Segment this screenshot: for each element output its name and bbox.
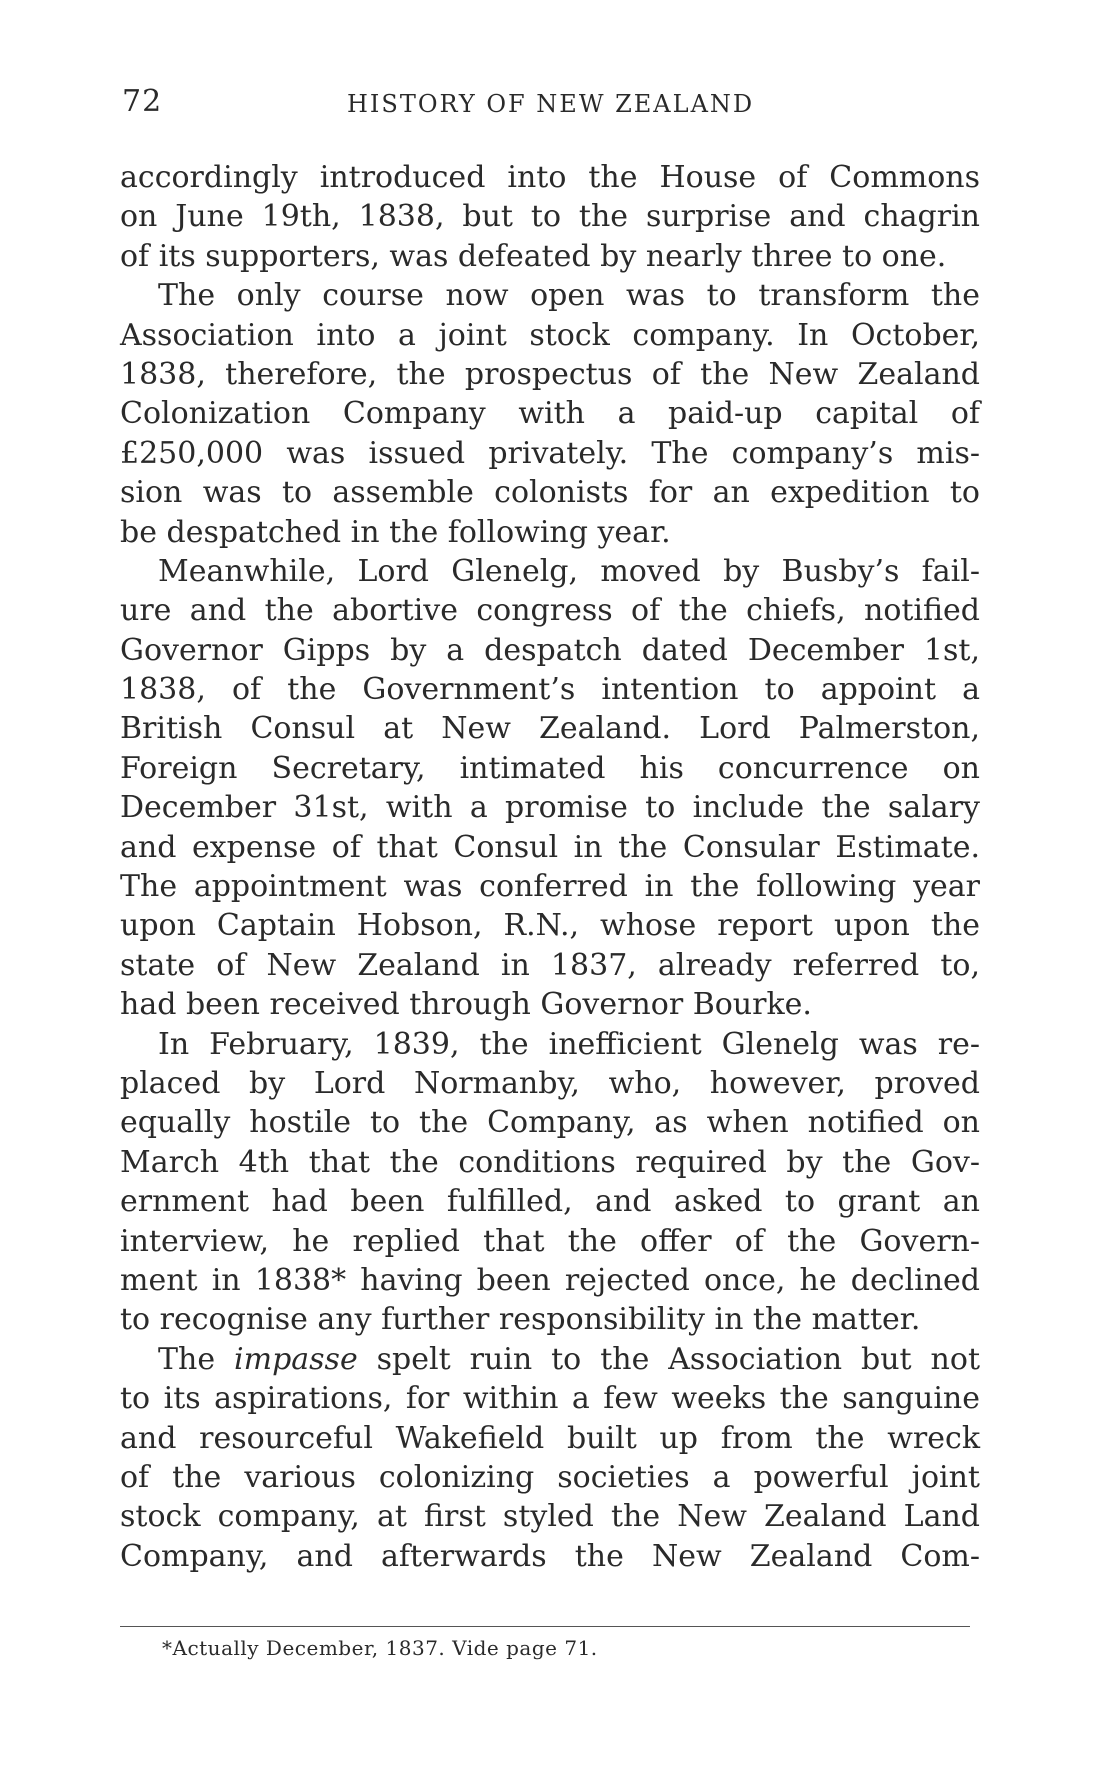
text-line: of the various colonizing societies a powerful joint xyxy=(120,1459,980,1495)
text-fragment: The xyxy=(158,1341,235,1377)
text-line: ure and the abortive congress of the chiefs, notified xyxy=(120,593,980,629)
text-line: interview, he replied that the offer of the Govern- xyxy=(120,1223,980,1259)
text-line: December 31st, with a promise to include the salary xyxy=(120,790,980,826)
text-line: £250,000 was issued privately. The company’s mis- xyxy=(120,435,980,471)
text-line: state of New Zealand in 1837, already referred to, xyxy=(120,947,980,983)
text-line: of its supporters, was defeated by nearly three to one. xyxy=(120,238,947,274)
text-line: on June 19th, 1838, but to the surprise and chagrin xyxy=(120,199,980,235)
text-line: ernment had been fulfilled, and asked to grant an xyxy=(120,1184,980,1220)
text-line: stock company, at first styled the New Zealand Land xyxy=(120,1499,980,1535)
text-line: In February, 1839, the inefficient Glenelg was re- xyxy=(158,1026,980,1062)
body-text xyxy=(120,158,980,1576)
text-line: equally hostile to the Company, as when notified on xyxy=(120,1105,980,1141)
text-line: to its aspirations, for within a few weeks the sanguine xyxy=(120,1381,980,1417)
text-line: British Consul at New Zealand. Lord Palmerston, xyxy=(120,711,980,747)
italic-term: impasse xyxy=(234,1341,358,1377)
paragraph-3 xyxy=(120,552,980,1025)
paragraph-4 xyxy=(120,1025,980,1340)
text-line: Meanwhile, Lord Glenelg, moved by Busby’s fail- xyxy=(158,553,980,589)
text-line: 1838, of the Government’s intention to appoint a xyxy=(120,672,980,708)
paragraph-2 xyxy=(120,276,980,552)
text-line: had been received through Governor Bourke. xyxy=(120,987,812,1023)
text-line: Governor Gipps by a despatch dated December 1st, xyxy=(120,632,980,668)
paragraph-1 xyxy=(120,158,980,276)
text-line: placed by Lord Normanby, who, however, proved xyxy=(120,1065,980,1101)
text-line: to recognise any further responsibility in the matter. xyxy=(120,1302,921,1338)
text-line: March 4th that the conditions required by the Gov- xyxy=(120,1144,980,1180)
text-line: Colonization Company with a paid-up capital of xyxy=(120,396,980,432)
text-line xyxy=(120,1340,980,1379)
text-line: accordingly introduced into the House of Commons xyxy=(120,160,980,195)
page-header xyxy=(122,80,992,130)
text-line: Foreign Secretary, intimated his concurrence on xyxy=(120,750,980,786)
footnote-divider xyxy=(120,1626,970,1627)
page-number: 72 xyxy=(122,84,163,119)
text-line: ment in 1838* having been rejected once, he declined xyxy=(120,1262,980,1298)
text-line: The appointment was conferred in the following year xyxy=(120,869,980,905)
text-fragment: spelt ruin to the Association but not xyxy=(357,1341,980,1377)
footnote: *Actually December, 1837. Vide page 71. xyxy=(162,1636,598,1660)
text-line: Company, and afterwards the New Zealand Com- xyxy=(120,1538,980,1574)
text-line: and expense of that Consul in the Consular Estimate. xyxy=(120,829,980,865)
text-line: 1838, therefore, the prospectus of the New Zealand xyxy=(120,356,980,392)
paragraph-5 xyxy=(120,1340,980,1576)
running-head: HISTORY OF NEW ZEALAND xyxy=(347,90,755,118)
text-line: and resourceful Wakefield built up from the wreck xyxy=(120,1420,980,1456)
text-line: Association into a joint stock company. In October, xyxy=(120,317,980,353)
text-line: be despatched in the following year. xyxy=(120,514,671,550)
text-line: upon Captain Hobson, R.N., whose report upon the xyxy=(120,908,980,944)
text-line: The only course now open was to transform the xyxy=(158,278,980,314)
text-line: sion was to assemble colonists for an expedition to xyxy=(120,475,980,511)
